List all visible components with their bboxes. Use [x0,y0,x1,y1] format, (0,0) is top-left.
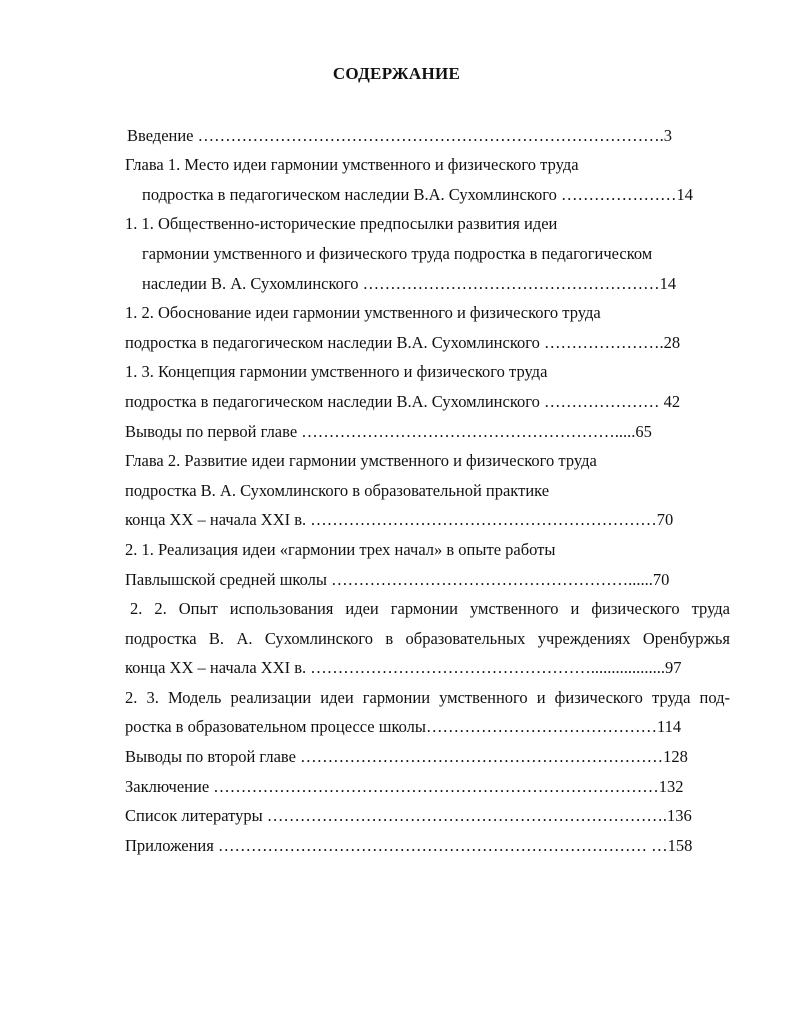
toc-entry-conclusion: Заключение ………………………………………………………………………132 [125,777,684,796]
toc-entry-chapter-2-line-3: конца XX – начала XXI в. ………………………………………………………70 [125,510,674,529]
toc-entry-references: Список литературы ……………………………………………………………….136 [125,806,692,825]
toc-entry-section-1-1-line-3: наследии В. А. Сухомлинского ………………………………………………14 [142,274,677,293]
toc-entry-section-2-1-line-2: Павлышской средней школы ………………………………………………......70 [125,570,670,589]
toc-entry-section-1-3-line-2: подростка в педагогическом наследии В.А. Сухомлинского ………………… 42 [125,392,681,411]
toc-entry-section-2-1-line-1: 2. 1. Реализация идеи «гармонии трех начал» в опыте работы [125,540,556,559]
toc-entry-section-1-1-line-2: гармонии умственного и физического труда подростка в педагогическом [142,244,653,263]
toc-entry-intro: Введение ………………………………………………………………………….3 [127,126,673,145]
toc-entry-section-1-2-line-2: подростка в педагогическом наследии В.А. Сухомлинского ………………….28 [125,333,681,352]
toc-entry-section-1-1-line-1: 1. 1. Общественно-исторические предпосылки развития идеи [125,214,558,233]
toc-entry-conclusions-1: Выводы по первой главе ………………………………………………….....65 [125,422,652,441]
toc-entry-section-2-2-line-3: конца XX – начала XXI в. ……………………………………………..................97 [125,658,682,677]
toc-entry-section-1-2-line-1: 1. 2. Обоснование идеи гармонии умственного и физического труда [125,303,601,322]
toc-entry-conclusions-2: Выводы по второй главе …………………………………………………………128 [125,747,688,766]
toc-entry-chapter-1-line-2: подростка в педагогическом наследии В.А. Сухомлинского …………………14 [142,185,693,204]
toc-entry-section-2-2-line-2: подростка В. А. Сухомлинского в образовательных учреждениях Оренбуржья [125,629,730,648]
toc-entry-section-1-3-line-1: 1. 3. Концепция гармонии умственного и физического труда [125,362,548,381]
toc-entry-chapter-2-line-2: подростка В. А. Сухомлинского в образовательной практике [125,481,550,500]
page-title: СОДЕРЖАНИЕ [332,64,461,83]
toc-entry-chapter-2-line-1: Глава 2. Развитие идеи гармонии умственного и физического труда [125,451,597,470]
toc-entry-appendix: Приложения …………………………………………………………………… …158 [125,836,693,855]
toc-entry-section-2-3-line-2: ростка в образовательном процессе школы……………………………………114 [125,717,682,736]
toc-entry-section-2-3-line-1: 2. 3. Модель реализации идеи гармонии умственного и физического труда под- [125,688,730,707]
toc-entry-chapter-1-line-1: Глава 1. Место идеи гармонии умственного и физического труда [125,155,579,174]
toc-entry-section-2-2-line-1: 2. 2. Опыт использования идеи гармонии умственного и физического труда [130,599,730,618]
